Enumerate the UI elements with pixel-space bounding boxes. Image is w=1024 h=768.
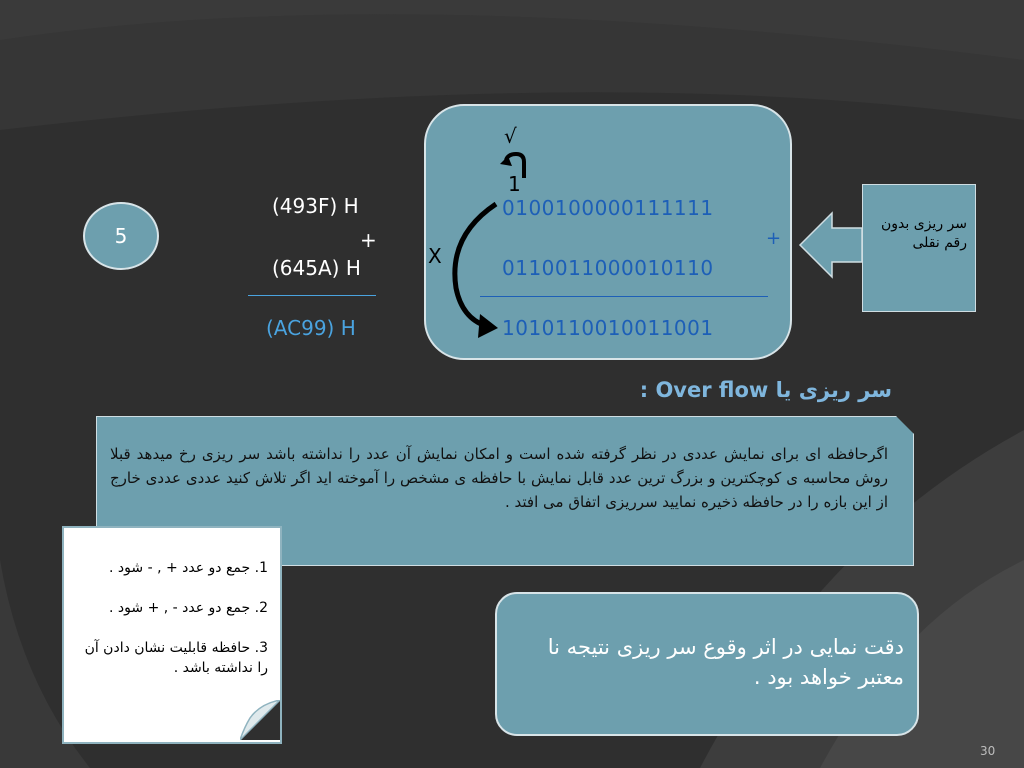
hex-operand-1: (493F) H [272,194,359,218]
x-mark: X [428,244,442,268]
binary-row-1: 0100100000111111 [502,196,714,220]
hex-plus-sign: + [360,228,377,252]
condition-item-3: 3. حافظه قابلیت نشان دادن آن را نداشته باشد . [84,640,268,676]
callout-note [862,184,976,312]
carry-digit: 1 [508,172,521,196]
check-mark: √ [504,124,517,148]
binary-row-2: 0110011000010110 [502,256,714,280]
condition-item-1: 1. جمع دو عدد + , - شود . [109,560,268,576]
callout-text: سر ریزی بدون رقم نقلی [881,216,967,251]
conditions-list-wrap [72,558,268,678]
binary-plus-sign: + [766,228,782,249]
binary-result: 1010110010011001 [502,316,714,340]
definition-text: اگرحافظه ای برای نمایش عددی در نظر گرفته شده است و امکان نمایش آن عدد را نداشته باشد سر ریزی رخ میدهد قبلا روش محاسبه ی کوچکترین و بزرگ ترین عدد قابل نمایش با حافظه ی مشخص را آموخته اید اگر تلاش کنید عددی عددی خارج از این بازه را در حافظه ذخیره نمایید سرریزی اتفاق می افتد . [110,445,888,511]
badge-label: 5 [114,224,128,248]
left-arrow-icon [798,210,864,280]
precision-text: دقت نمایی در اثر وقوع سر ریزی نتیجه نا معتبر خواهد بود . [547,635,904,689]
folded-corner-icon [240,700,280,740]
section-heading: سر ریزی یا Over flow : [639,378,892,402]
slide-number-badge [83,202,159,270]
page-number: 30 [980,744,996,758]
conditions-list [72,558,268,678]
hex-result: (AC99) H [266,316,356,340]
hex-operand-2: (645A) H [272,256,361,280]
condition-item-2: 2. جمع دو عدد - , + شود . [109,600,268,616]
hex-sum-line [248,295,376,296]
binary-sum-line [480,296,768,297]
curved-arrow-icon [440,196,510,342]
